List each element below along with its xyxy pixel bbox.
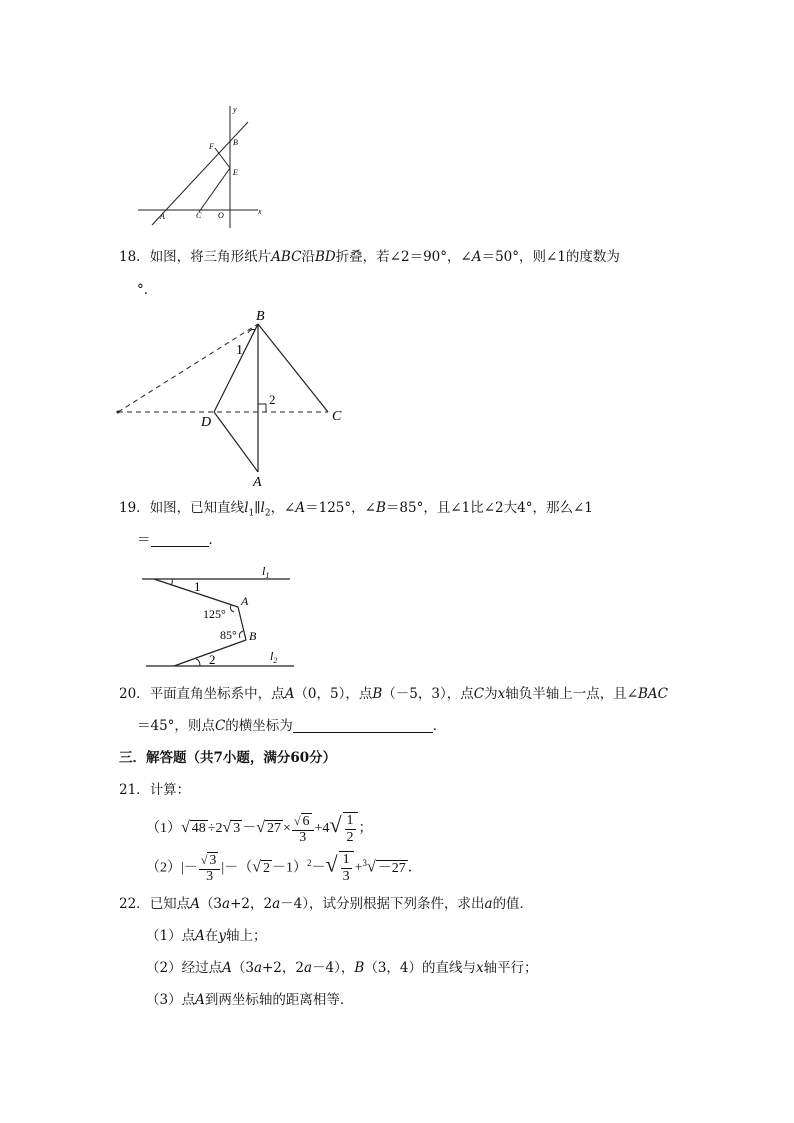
den-3: 3 [206, 869, 214, 885]
q20-text: （－5，3），点 [382, 686, 474, 702]
q19-period: ． [208, 532, 222, 548]
side-bd [214, 324, 258, 412]
sqrt-27: 27 [267, 821, 282, 836]
period: ． [407, 860, 422, 876]
q22-text: +2，2 [230, 896, 273, 912]
q17-figure [130, 100, 270, 230]
sqrt-3: 3 [233, 821, 241, 836]
q20-c: C [473, 686, 485, 702]
q21-text: 计算： [149, 782, 191, 798]
label-2: 2 [269, 392, 276, 407]
q19-l2: l [260, 500, 265, 516]
line-ce [199, 168, 230, 212]
q22-a: A [222, 960, 232, 976]
q19-line2 [137, 530, 222, 550]
q19-figure [138, 560, 298, 672]
num-1: 1 [346, 812, 354, 828]
q22-y: y [218, 928, 226, 944]
q20-text: 为 [484, 686, 498, 702]
label-b: B [249, 629, 257, 643]
q18-text: 折叠，若∠2＝90°，∠ [335, 249, 472, 265]
label-l1: $l_1$ [262, 564, 270, 580]
q22-text: （3，4）的直线与 [364, 960, 477, 976]
q22-text: +2，2 [262, 960, 304, 976]
q19-answer-blank[interactable] [151, 531, 209, 547]
q22-text: －4）， [312, 960, 355, 976]
q22-part2 [146, 958, 538, 978]
q22-var-a: a [272, 896, 281, 912]
q21-number: 21． [119, 782, 150, 798]
den-3: 3 [299, 829, 307, 845]
q19-number: 19． [119, 500, 150, 516]
q20-answer-blank[interactable] [293, 717, 433, 733]
q22-line1 [119, 894, 533, 914]
q20-x: x [497, 686, 506, 702]
q22-text: （3 [231, 960, 254, 976]
q19-line1 [119, 498, 593, 524]
q20-bac: BAC [638, 686, 669, 702]
q20-text: 轴负半轴上一点，且∠ [505, 686, 639, 702]
label-e: E [233, 168, 238, 177]
sqrt-3: 3 [209, 853, 217, 869]
label-b: B [233, 138, 238, 147]
q20-text: （0，5），点 [294, 686, 373, 702]
op-plus: + [354, 860, 363, 876]
q18-bd: BD [314, 249, 336, 265]
q22-text: 在 [204, 928, 219, 944]
angle1-arc [171, 579, 172, 585]
op-minus: － [311, 860, 326, 876]
label-2: 2 [209, 652, 216, 667]
label-x: x [258, 207, 262, 216]
label-85: 85° [220, 628, 237, 642]
q21-p1-label: （1） [146, 821, 181, 836]
right-angle-mark [258, 404, 266, 412]
minus-1: －1） [272, 860, 307, 876]
den-3: 3 [342, 869, 350, 885]
q19-text: ＝85°，且∠1比∠2大4°，那么∠1 [385, 500, 593, 516]
q18-degree-blank: °． [137, 282, 158, 298]
exp-2: 2 [307, 858, 312, 868]
q20-period: ． [432, 718, 447, 734]
q20-text: 的横坐标为 [225, 718, 293, 734]
q18-figure [110, 306, 370, 490]
op-div: ÷2 [207, 821, 223, 836]
semicolon: ； [358, 821, 373, 836]
dashed-db-fold [118, 324, 258, 412]
q18-line2 [137, 280, 157, 300]
frac-1-3 [339, 851, 354, 885]
label-y: y [233, 105, 237, 114]
q22-text: （3 [199, 896, 223, 912]
q21-p2-label: （2） [146, 860, 181, 876]
q22-text: 轴平行； [483, 960, 538, 976]
q22-p1-label: （1）点 [146, 928, 196, 944]
q22-var-a: a [484, 896, 493, 912]
q19-text: ＝125°，∠ [305, 500, 376, 516]
root-index-3: 3 [362, 858, 367, 868]
q19-a: A [295, 500, 306, 516]
label-f: F [209, 142, 214, 151]
q21-line [119, 780, 190, 800]
label-125: 125° [203, 607, 226, 621]
abs-open: |－ [181, 860, 198, 876]
angle2-arc [196, 659, 200, 666]
label-b: B [256, 309, 265, 324]
q22-b: B [354, 960, 365, 976]
label-a: A [160, 212, 165, 221]
cbrt-neg27: －27 [377, 860, 406, 876]
op-plus4: +4 [314, 821, 330, 836]
q22-part1 [146, 926, 266, 946]
op-minus: － [242, 821, 257, 836]
abs-close: |－（ [221, 860, 253, 876]
q22-a: A [195, 928, 205, 944]
q22-text: 轴上； [225, 928, 267, 944]
sqrt-2: 2 [263, 860, 270, 876]
den-2: 2 [346, 829, 354, 845]
q20-number: 20． [119, 686, 150, 702]
q19-l2-sub: 2 [264, 508, 271, 519]
q22-text: 已知点 [149, 896, 191, 912]
q20-c: C [214, 718, 226, 734]
q22-p3-label: （3）点 [146, 992, 196, 1008]
q22-var-a: a [304, 960, 313, 976]
q19-b: B [375, 500, 386, 516]
q18-abc: ABC [271, 249, 302, 265]
q20-line1 [119, 684, 668, 704]
q19-equals: ＝ [137, 532, 151, 548]
q20-b: B [372, 686, 383, 702]
q22-var-a: a [222, 896, 231, 912]
q18-number: 18． [119, 249, 150, 265]
q20-line2 [137, 716, 446, 736]
q18-line1 [119, 247, 620, 267]
q22-part3 [146, 990, 353, 1010]
q21-part1: （1）√ 48 ÷2√ 3 －√ 27 × $\frac{√ 6}{3}$ +4√ $\frac{1}{2}$ ； [146, 812, 373, 845]
side-da [214, 412, 258, 472]
q22-a: A [190, 896, 200, 912]
q22-text: 的值． [492, 896, 534, 912]
q22-p2-label: （2）经过点 [146, 960, 223, 976]
q21-part2: （2）|－ $\frac{√ 3}{3}$ |－（√ 2 －1）$^2$－√ $\frac{1}{3}$ +$^3$√ －27 ． [146, 851, 422, 885]
q20-text: 平面直角坐标系中，点 [149, 686, 285, 702]
q22-number: 22． [119, 896, 150, 912]
q20-text: ＝45°，则点 [137, 718, 215, 734]
q22-x: x [476, 960, 484, 976]
label-l2: $l_2$ [270, 649, 278, 665]
q19-parallel: ∥ [254, 500, 261, 516]
label-a: A [241, 594, 249, 608]
label-1: 1 [236, 343, 243, 358]
q19-text: ，∠ [270, 500, 296, 516]
q22-var-a: a [253, 960, 262, 976]
fold-point [117, 411, 120, 414]
section3-heading: 三．解答题（共7小题，满分60分） [119, 750, 337, 766]
q22-text: 到两坐标轴的距离相等． [204, 992, 354, 1008]
q18-text: 如图，将三角形纸片 [149, 249, 272, 265]
q22-text: －4），试分别根据下列条件，求出 [280, 896, 485, 912]
angle-b-arc [239, 631, 243, 638]
q18-a: A [471, 249, 482, 265]
q18-text: ＝50°，则∠1的度数为 [481, 249, 620, 265]
num-1: 1 [342, 852, 350, 868]
line-fe [215, 148, 230, 168]
q20-a: A [284, 686, 295, 702]
q19-text: 如图，已知直线 [149, 500, 245, 516]
op-times: × [283, 821, 291, 836]
q18-text: 沿 [301, 249, 315, 265]
sqrt-6: 6 [302, 813, 310, 829]
frac-sqrt3-3: $\frac{√ 3}{3}$ [199, 852, 221, 884]
label-a: A [253, 475, 262, 490]
label-c: C [196, 211, 202, 220]
label-c: C [332, 409, 342, 424]
q22-a: A [195, 992, 205, 1008]
label-1: 1 [194, 579, 201, 594]
label-o: O [218, 211, 224, 220]
sqrt-48: 48 [191, 821, 206, 836]
frac-sqrt6-3: $\frac{√ 6}{3}$ [292, 813, 314, 845]
q19-l1: l [244, 500, 249, 516]
q19-l1-sub: 1 [248, 508, 255, 519]
label-d: D [201, 415, 212, 430]
frac-1-2 [343, 812, 358, 846]
